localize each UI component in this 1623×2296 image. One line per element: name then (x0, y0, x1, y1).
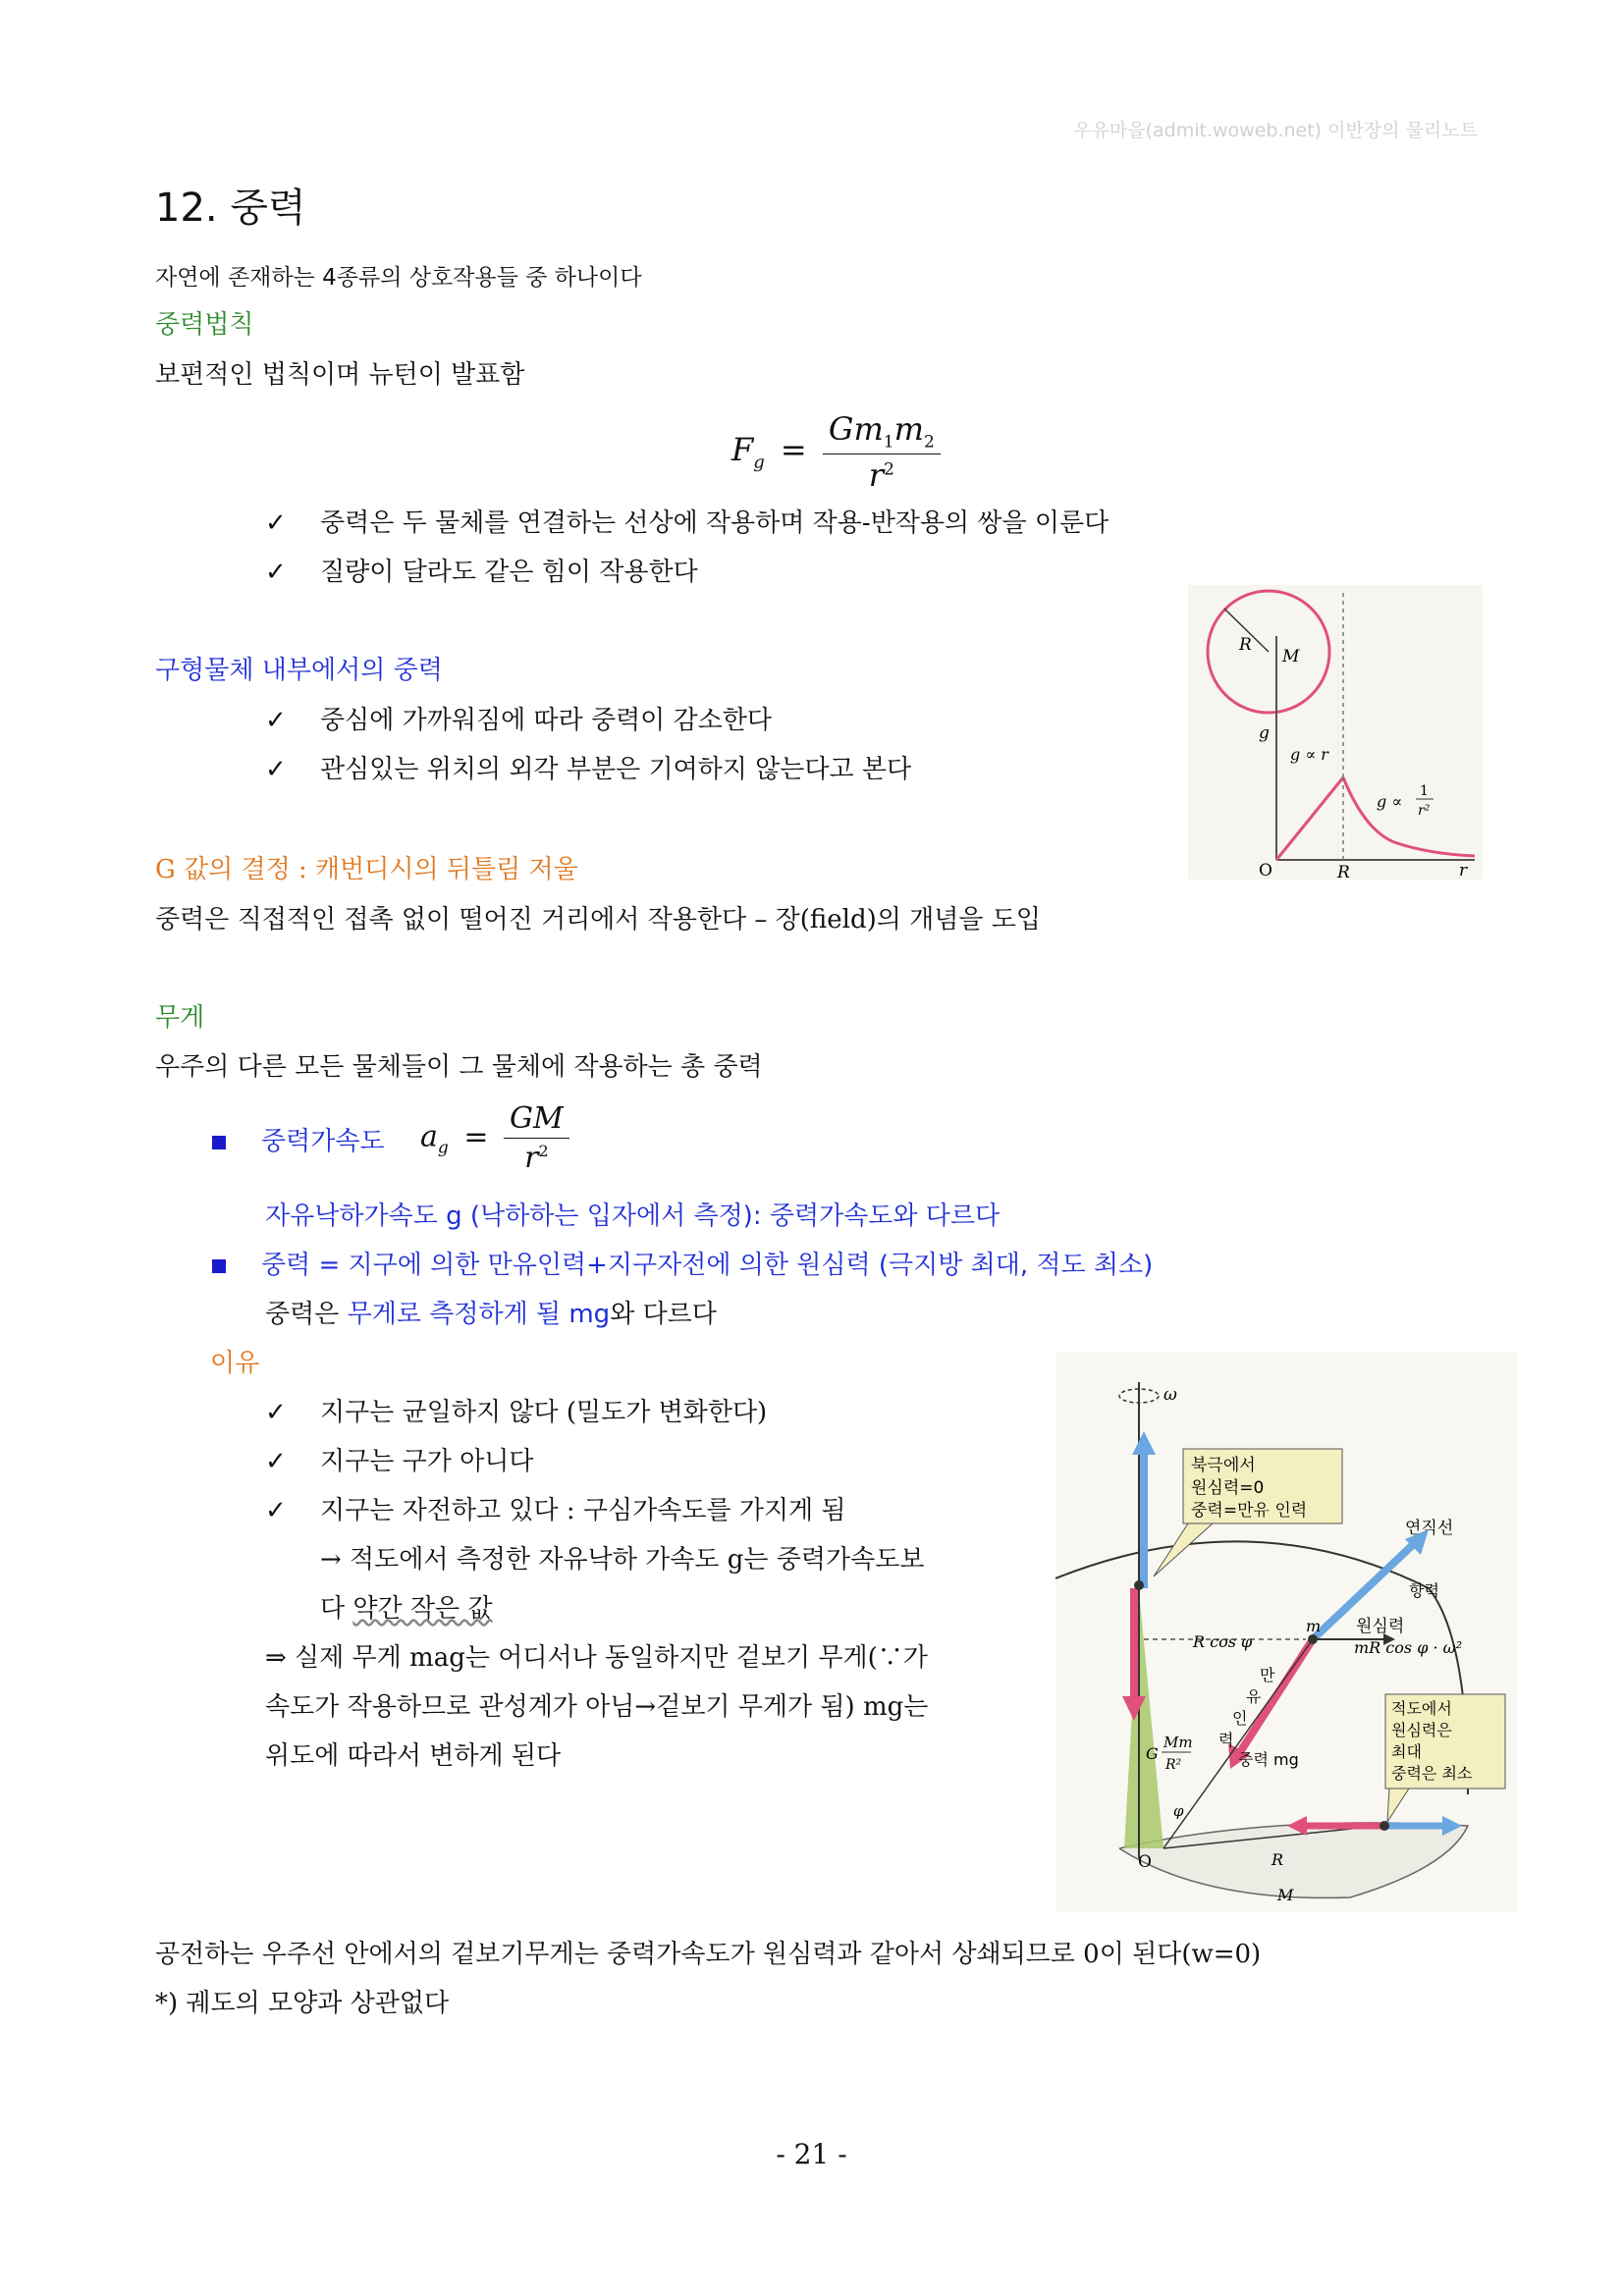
equator-point (1380, 1821, 1389, 1831)
label-Mm: Mm (1163, 1734, 1193, 1751)
callout-line: 중력은 최소 (1391, 1764, 1473, 1783)
earth-rotation-figure (1055, 1353, 1517, 1912)
figure-background (1188, 585, 1483, 880)
section-heading-weight: 무게 (155, 1003, 205, 1033)
bullet-item: ✓ 지구는 균일하지 않다 (밀도가 변화한다) (265, 1396, 767, 1429)
label-manyu: 인 (1232, 1709, 1248, 1728)
label-manyu: 력 (1218, 1731, 1234, 1749)
bullet-item: ✓ 중심에 가까워짐에 따라 중력이 감소한다 (265, 704, 772, 737)
callout-line: 원심력은 (1391, 1721, 1452, 1739)
label-gravity: 중력 mg (1238, 1750, 1299, 1769)
implication-line1: ⇒ 실제 무게 mag는 어디서나 동일하지만 겉보기 무게(∵가 (265, 1643, 928, 1673)
label-R-axis: R (1337, 863, 1350, 880)
section-heading-gravity-law: 중력법칙 (155, 310, 254, 340)
callout-line: 북극에서 (1191, 1456, 1256, 1475)
square-bullet-icon (212, 1259, 226, 1273)
weight-definition: 우주의 다른 모든 물체들이 그 물체에 작용하는 총 중력 (155, 1052, 763, 1082)
pole-point (1134, 1580, 1144, 1590)
square-bullet-icon (212, 1136, 226, 1149)
label-normal-force: 항력 (1409, 1581, 1439, 1600)
label-manyu: 유 (1246, 1687, 1262, 1706)
label-R: R (1239, 635, 1252, 655)
label-centrifugal: 원심력 (1356, 1617, 1405, 1636)
intro-text: 자연에 존재하는 4종류의 상호작용들 중 하나이다 (155, 265, 642, 291)
label-r2: r² (1418, 803, 1431, 819)
callout-line: 적도에서 (1391, 1699, 1452, 1718)
label-M: M (1282, 647, 1300, 667)
closing-note: *) 궤도의 모양과 상관없다 (155, 1989, 450, 2018)
section-heading-inner-sphere: 구형물체 내부에서의 중력 (155, 656, 443, 685)
gravity-formula: $F_g$ = $\frac{Gm_1m_2}{r^2}$ (731, 410, 941, 494)
mass-point (1308, 1634, 1318, 1644)
label-one: 1 (1420, 783, 1429, 799)
label-G: G (1146, 1744, 1159, 1763)
label-vertical-line: 연직선 (1405, 1519, 1454, 1538)
bullet-gravitational-acceleration: 중력가속도 (212, 1125, 385, 1158)
label-g-prop-r: g ∝ r (1290, 745, 1328, 764)
label-omega: ω (1163, 1385, 1177, 1405)
label-m: m (1306, 1617, 1322, 1635)
free-fall-note: 자유낙하가속도 g (낙하하는 입자에서 측정): 중력가속도와 다르다 (265, 1201, 1001, 1231)
page-header: 우유마을(admit.woweb.net) 이반장의 물리노트 (1073, 120, 1478, 141)
label-g: g (1259, 723, 1270, 743)
label-R: R (1271, 1850, 1284, 1869)
bullet-item: ✓ 관심있는 위치의 외각 부분은 기여하지 않는다고 본다 (265, 753, 911, 786)
label-O: O (1138, 1852, 1152, 1872)
bullet-item: ✓ 지구는 자전하고 있다 : 구심가속도를 가지게 됨 (265, 1494, 846, 1527)
label-phi: φ (1173, 1802, 1184, 1820)
label-O: O (1259, 861, 1272, 880)
section-heading-reason: 이유 (210, 1349, 260, 1378)
bullet-item: ✓ 중력은 두 물체를 연결하는 선상에 작용하며 작용-반작용의 쌍을 이룬다 (265, 507, 1109, 540)
callout-line: 최대 (1391, 1742, 1422, 1761)
label-g-prop: g ∝ (1377, 792, 1403, 811)
callout-line: 원심력=0 (1191, 1478, 1265, 1498)
section-heading-cavendish: G 값의 결정 : 캐번디시의 뒤틀림 저울 (155, 855, 578, 884)
label-R2: R² (1165, 1757, 1182, 1773)
bullet-item: ✓ 지구는 구가 아니다 (265, 1445, 533, 1478)
field-concept-text: 중력은 직접적인 접촉 없이 떨어진 거리에서 작용한다 – 장(field)의 개념을 도입 (155, 905, 1041, 934)
bullet-gravity-composition: 중력 = 지구에 의한 만유인력+지구자전에 의한 원심력 (극지방 최대, 적도 최소) (212, 1249, 1153, 1282)
label-rcos: R cos φ (1193, 1632, 1253, 1651)
arrow-note-line2: 다 약간 작은 값 (320, 1594, 493, 1624)
arrow-note-line1: → 적도에서 측정한 자유낙하 가속도 g는 중력가속도보 (320, 1545, 925, 1575)
page-number: - 21 - (776, 2138, 847, 2170)
callout-line: 중력=만유 인력 (1191, 1501, 1308, 1521)
label-M: M (1277, 1886, 1294, 1904)
label-manyu: 만 (1260, 1666, 1275, 1684)
page-title: 12. 중력 (155, 186, 306, 231)
mg-note: 중력은 무게로 측정하게 될 mg와 다르다 (265, 1300, 717, 1329)
bullet-item: ✓ 질량이 달라도 같은 힘이 작용한다 (265, 556, 698, 589)
label-r-axis: r (1459, 861, 1468, 880)
implication-line2: 속도가 작용하므로 관성계가 아님→겉보기 무게가 됨) mg는 (265, 1692, 929, 1722)
label-centrifugal-expr: mR cos φ · ω² (1354, 1638, 1463, 1657)
sphere-gravity-figure (1188, 585, 1483, 880)
implication-line3: 위도에 따라서 변하게 된다 (265, 1741, 562, 1771)
gravity-law-text: 보편적인 법칙이며 뉴턴이 발표함 (155, 360, 525, 390)
acceleration-formula: $a_g$ = $\frac{GM}{r^2}$ (420, 1101, 569, 1175)
closing-text: 공전하는 우주선 안에서의 겉보기무게는 중력가속도가 원심력과 같아서 상쇄되므로 0이 된다(w=0) (155, 1940, 1262, 1969)
